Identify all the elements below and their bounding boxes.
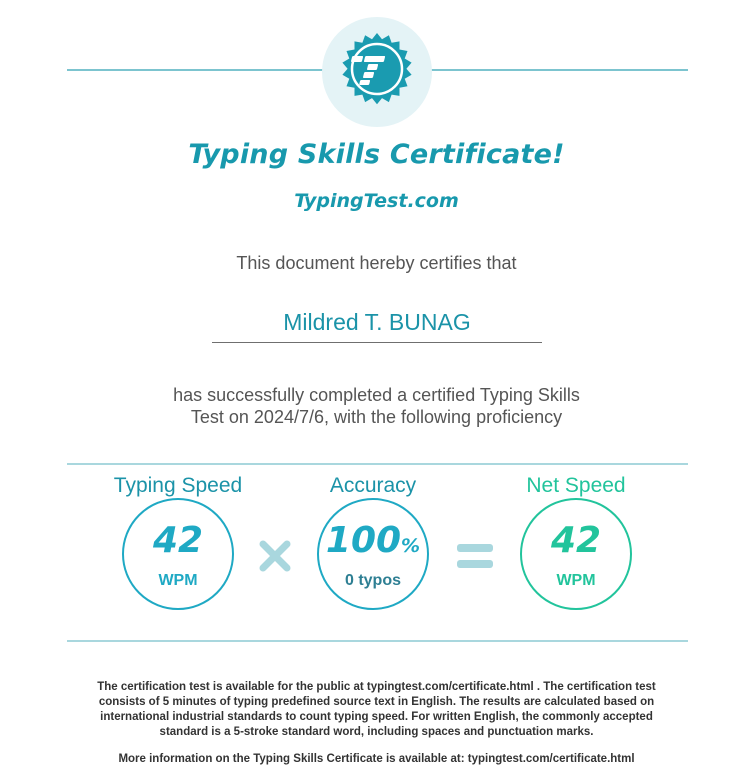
typingtest-logo-icon [322, 17, 432, 127]
logo [322, 17, 432, 127]
typing-speed-circle [122, 498, 234, 610]
footer-line-3: international industrial standards to count typing speed. For written English, the commonly accepted [100, 711, 653, 723]
typo-count: 0 typos [344, 572, 401, 589]
accuracy-value: 100 [325, 520, 402, 561]
completion-line-1: has successfully completed a certified Typing Skills [173, 385, 580, 405]
footer-more-info: More information on the Typing Skills Certificate is available at: typingtest.com/certificate.html [118, 753, 635, 765]
net-speed-unit: WPM [556, 572, 596, 589]
intro-text: This document hereby certifies that [236, 253, 517, 273]
site-name: TypingTest.com [294, 190, 459, 212]
recipient-name: Mildred T. BUNAG [212, 309, 542, 343]
footer-description [40, 680, 713, 740]
accuracy-circle [317, 498, 429, 610]
footer-line-1: The certification test is available for the public at typingtest.com/certificate.html . The certification test [97, 681, 656, 693]
typing-speed-label: Typing Speed [113, 474, 243, 497]
multiply-icon [258, 539, 292, 573]
typing-speed-unit: WPM [158, 572, 198, 589]
completion-line-2: Test on 2024/7/6, with the following proficiency [190, 407, 563, 427]
footer-line-4: standard is a 5-stroke standard word, including spaces and punctuation marks. [159, 726, 594, 738]
completion-text [0, 384, 753, 428]
net-speed-label: Net Speed [526, 474, 626, 497]
typing-speed-value: 42 [152, 520, 204, 561]
equals-icon [455, 541, 495, 571]
accuracy-value-wrap [319, 520, 427, 561]
accuracy-label: Accuracy [329, 474, 417, 497]
stats-divider-bottom [67, 640, 688, 642]
net-speed-value: 42 [550, 520, 602, 561]
net-speed-circle [520, 498, 632, 610]
footer-line-2: consists of 5 minutes of typing predefined source text in English. The results are calculated based on [98, 696, 655, 708]
stats-divider-top [67, 463, 688, 465]
accuracy-percent: % [401, 535, 421, 557]
certificate-title: Typing Skills Certificate! [188, 139, 565, 170]
